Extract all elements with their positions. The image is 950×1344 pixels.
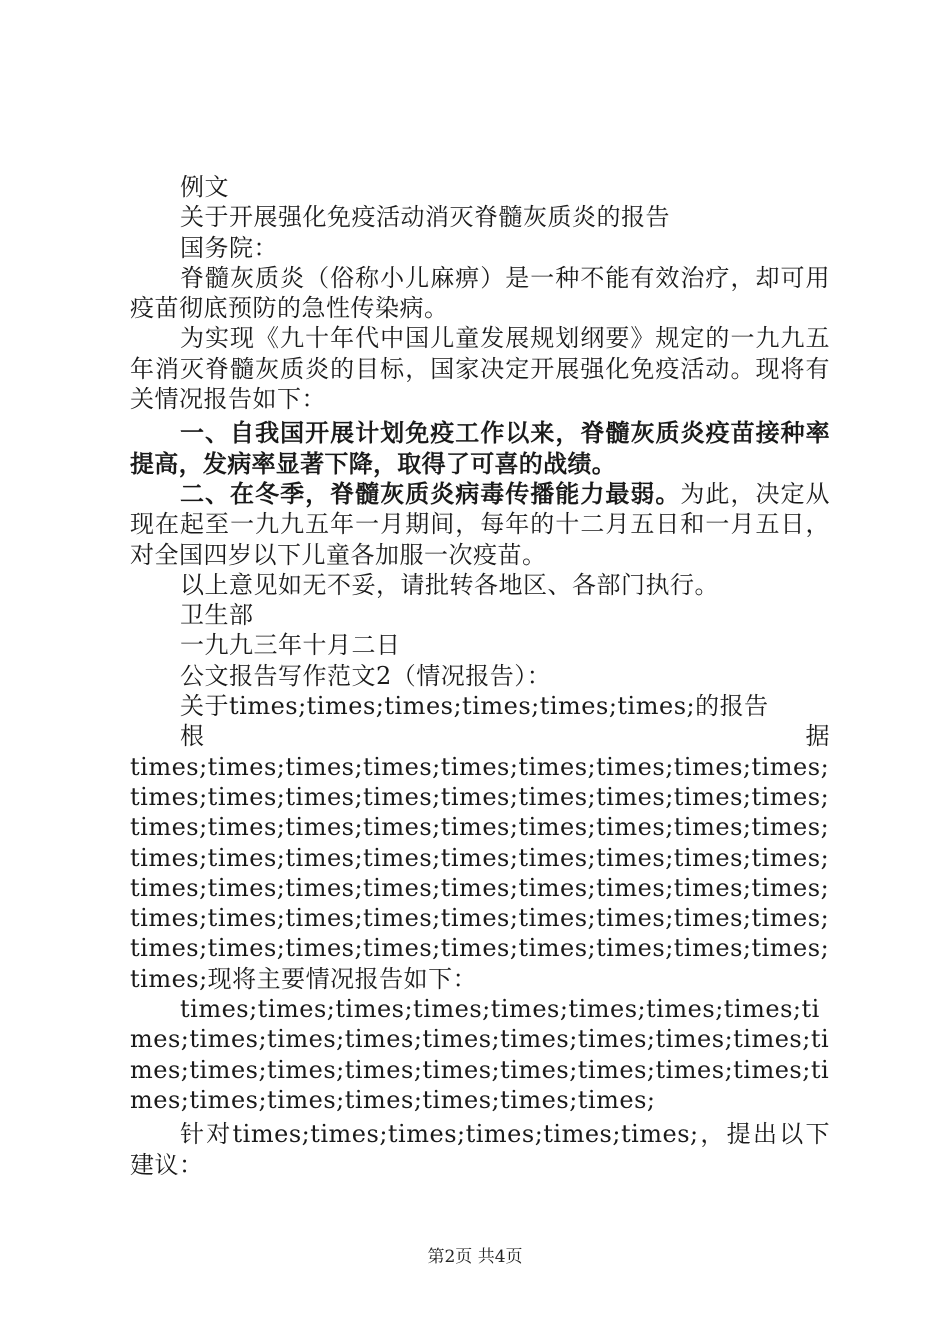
document-title: 关于开展强化免疫活动消灭脊髓灰质炎的报告 — [180, 203, 670, 232]
point-one: 一、自我国开展计划免疫工作以来，脊髓灰质炎疫苗接种率提高，发病率显著下降，取得了可喜的战绩。 — [130, 419, 830, 478]
example-two-label: 公文报告写作范文2（情况报告）： — [180, 661, 552, 690]
sender: 卫生部 — [180, 601, 254, 630]
basis-body: times;times;times;times;times;times;times;times;times;times;times;times;times;times;times;times;times;times;times;times;times;times;times;times;times;times;times;times;times;times;times;times;times;times;times;times;times;times;times;times;times;times;times;times;times;times;times;times;times;times;times;times;times;times;times;times;times;times;times;times;times;times;times;times;现将主要情况报告如下： — [130, 752, 830, 993]
document-body — [130, 172, 830, 1180]
page-footer: 第2页 共4页 — [427, 1247, 523, 1267]
paragraph-purpose: 为实现《九十年代中国儿童发展规划纲要》规定的一九九五年消灭脊髓灰质炎的目标，国家决定开展强化免疫活动。现将有关情况报告如下： — [130, 324, 830, 414]
point-two-rest: 为此，决定从现在起至一九九五年一月期间，每年的十二月五日和一月五日，对全国四岁以下儿童各加服一次疫苗。 — [130, 479, 831, 569]
paragraph-intro: 脊髓灰质炎（俗称小儿麻痹）是一种不能有效治疗，却可用疫苗彻底预防的急性传染病。 — [130, 263, 830, 323]
document-date: 一九九三年十月二日 — [180, 631, 401, 660]
closing-line: 以上意见如无不妥，请批转各地区、各部门执行。 — [180, 570, 719, 599]
recipient: 国务院： — [180, 233, 278, 262]
basis-end: 据 — [805, 722, 830, 751]
point-two-bold: 二、在冬季，脊髓灰质炎病毒传播能力最弱。 — [180, 479, 681, 508]
situation-paragraph: times;times;times;times;times;times;times;times;times;times;times;times;times;times;times;times;times;times;times;times;times;times;times;times;times;times;times;times;times;times;times;times;times; — [130, 995, 830, 1114]
basis-line — [130, 721, 830, 751]
point-two — [130, 479, 830, 570]
example-two-title: 关于times;times;times;times;times;times;的报告 — [180, 692, 769, 721]
heading-label: 例文 — [180, 173, 229, 201]
suggestion-paragraph: 针对times;times;times;times;times;times;，提出以下建议： — [130, 1120, 830, 1179]
basis-start: 根 — [180, 722, 205, 751]
